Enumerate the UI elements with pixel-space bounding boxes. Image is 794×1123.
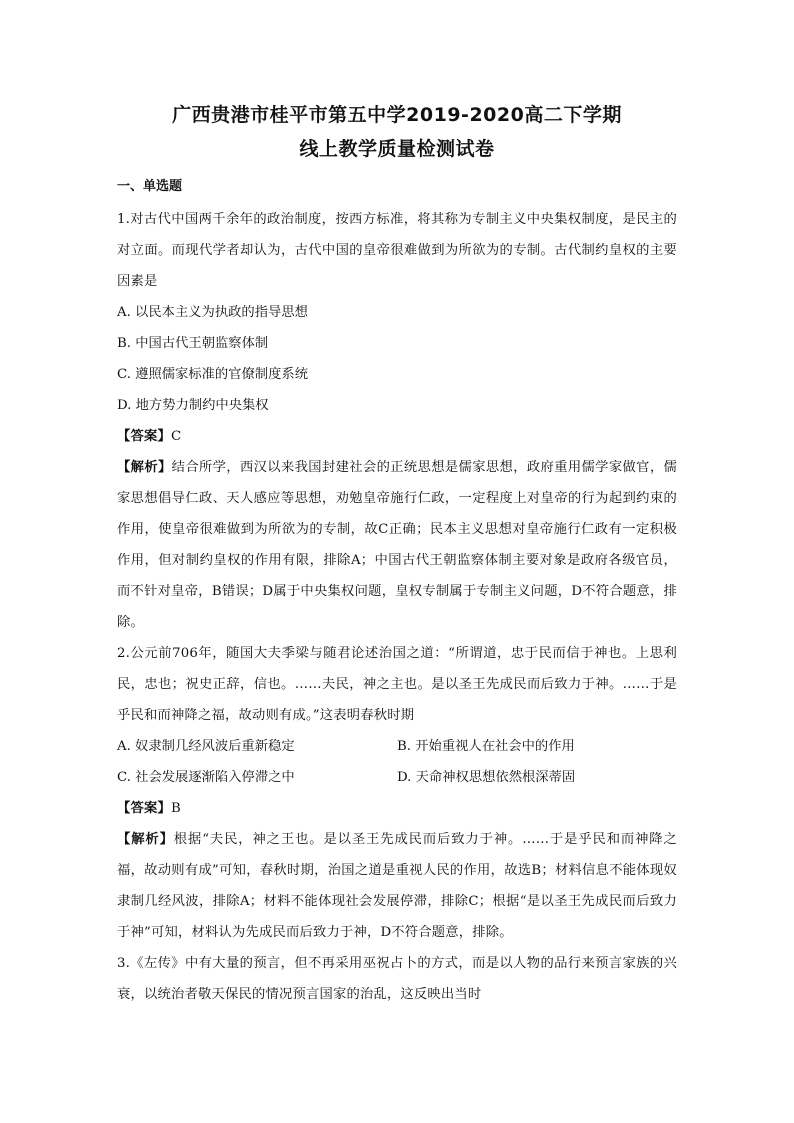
answer-value: C: [171, 429, 182, 444]
q1-option-d: D. 地方势力制约中央集权: [117, 398, 269, 413]
q2-stem: 2.公元前706年，随国大夫季梁与随君论述治国之道：“所谓道，忠于民而信于神也。上思利民，忠也；祝史正辞，信也。……夫民，神之主也。是以圣王先成民而后致力于神。……于是乎民和而神降之福，故动则有成。”这表明春秋时期: [117, 646, 677, 723]
section-heading: 一、单选题: [117, 179, 183, 194]
q2-analysis: [117, 824, 677, 948]
answer-label: 【答案】: [117, 429, 171, 444]
q3-stem: 3.《左传》中有大量的预言，但不再采用巫祝占卜的方式，而是以人物的品行来预言家族的兴衰，以统治者敬天保民的情况预言国家的治乱，这反映出当时: [117, 956, 677, 1002]
q1-option-b: B. 中国古代王朝监察体制: [117, 336, 269, 351]
analysis-label: 【解析】: [117, 832, 174, 847]
q1-answer: [117, 421, 677, 452]
q1-option-a: A. 以民本主义为执政的指导思想: [117, 305, 308, 320]
q2-answer: [117, 793, 677, 824]
q2-option-d: D. 天命神权思想依然根深蒂固: [397, 770, 576, 785]
answer-value: B: [171, 801, 181, 816]
doc-title-line1: 广西贵港市桂平市第五中学2019-2020高二下学期: [172, 104, 622, 126]
q1-stem: 1.对古代中国两千余年的政治制度，按西方标准，将其称为专制主义中央集权制度，是民主的对立面。而现代学者却认为，古代中国的皇帝很难做到为所欲为的专制。古代制约皇权的主要因素是: [117, 212, 677, 289]
answer-label: 【答案】: [117, 801, 171, 816]
analysis-label: 【解析】: [117, 460, 172, 475]
q2-options-row1: [117, 731, 677, 762]
q2-option-b: B. 开始重视人在社会中的作用: [397, 739, 575, 754]
doc-title-line2: 线上教学质量检测试卷: [299, 138, 495, 160]
analysis-text: 根据“夫民，神之王也。是以圣王先成民而后致力于神。……于是乎民和而神降之福，故动则有成”可知，春秋时期，治国之道是重视人民的作用，故选B；材料信息不能体现奴隶制几经风波，排除A；材料不能体现社会发展停滞，排除C；根据“是以圣王先成民而后致力于神”可知，材料认为先成民而后致力于神，D不符合题意，排除。: [117, 832, 677, 940]
q1-analysis: [117, 452, 677, 638]
document-page: [117, 98, 677, 1010]
q2-option-c: C. 社会发展逐渐陷入停滞之中: [117, 770, 295, 785]
q1-option-c: C. 遵照儒家标准的官僚制度系统: [117, 367, 309, 382]
q2-option-a: A. 奴隶制几经风波后重新稳定: [117, 739, 295, 754]
analysis-text: 结合所学，西汉以来我国封建社会的正统思想是儒家思想，政府重用儒学家做官，儒家思想倡导仁政、天人感应等思想，劝勉皇帝施行仁政，一定程度上对皇帝的行为起到约束的作用，使皇帝很难做到为所欲为的专制，故C正确；民本主义思想对皇帝施行仁政有一定积极作用，但对制约皇权的作用有限，排除A；中国古代王朝监察体制主要对象是政府各级官员，而不针对皇帝，B错误；D属于中央集权问题，皇权专制属于专制主义问题，D不符合题意，排除。: [117, 460, 677, 630]
q2-options-row2: [117, 762, 677, 793]
